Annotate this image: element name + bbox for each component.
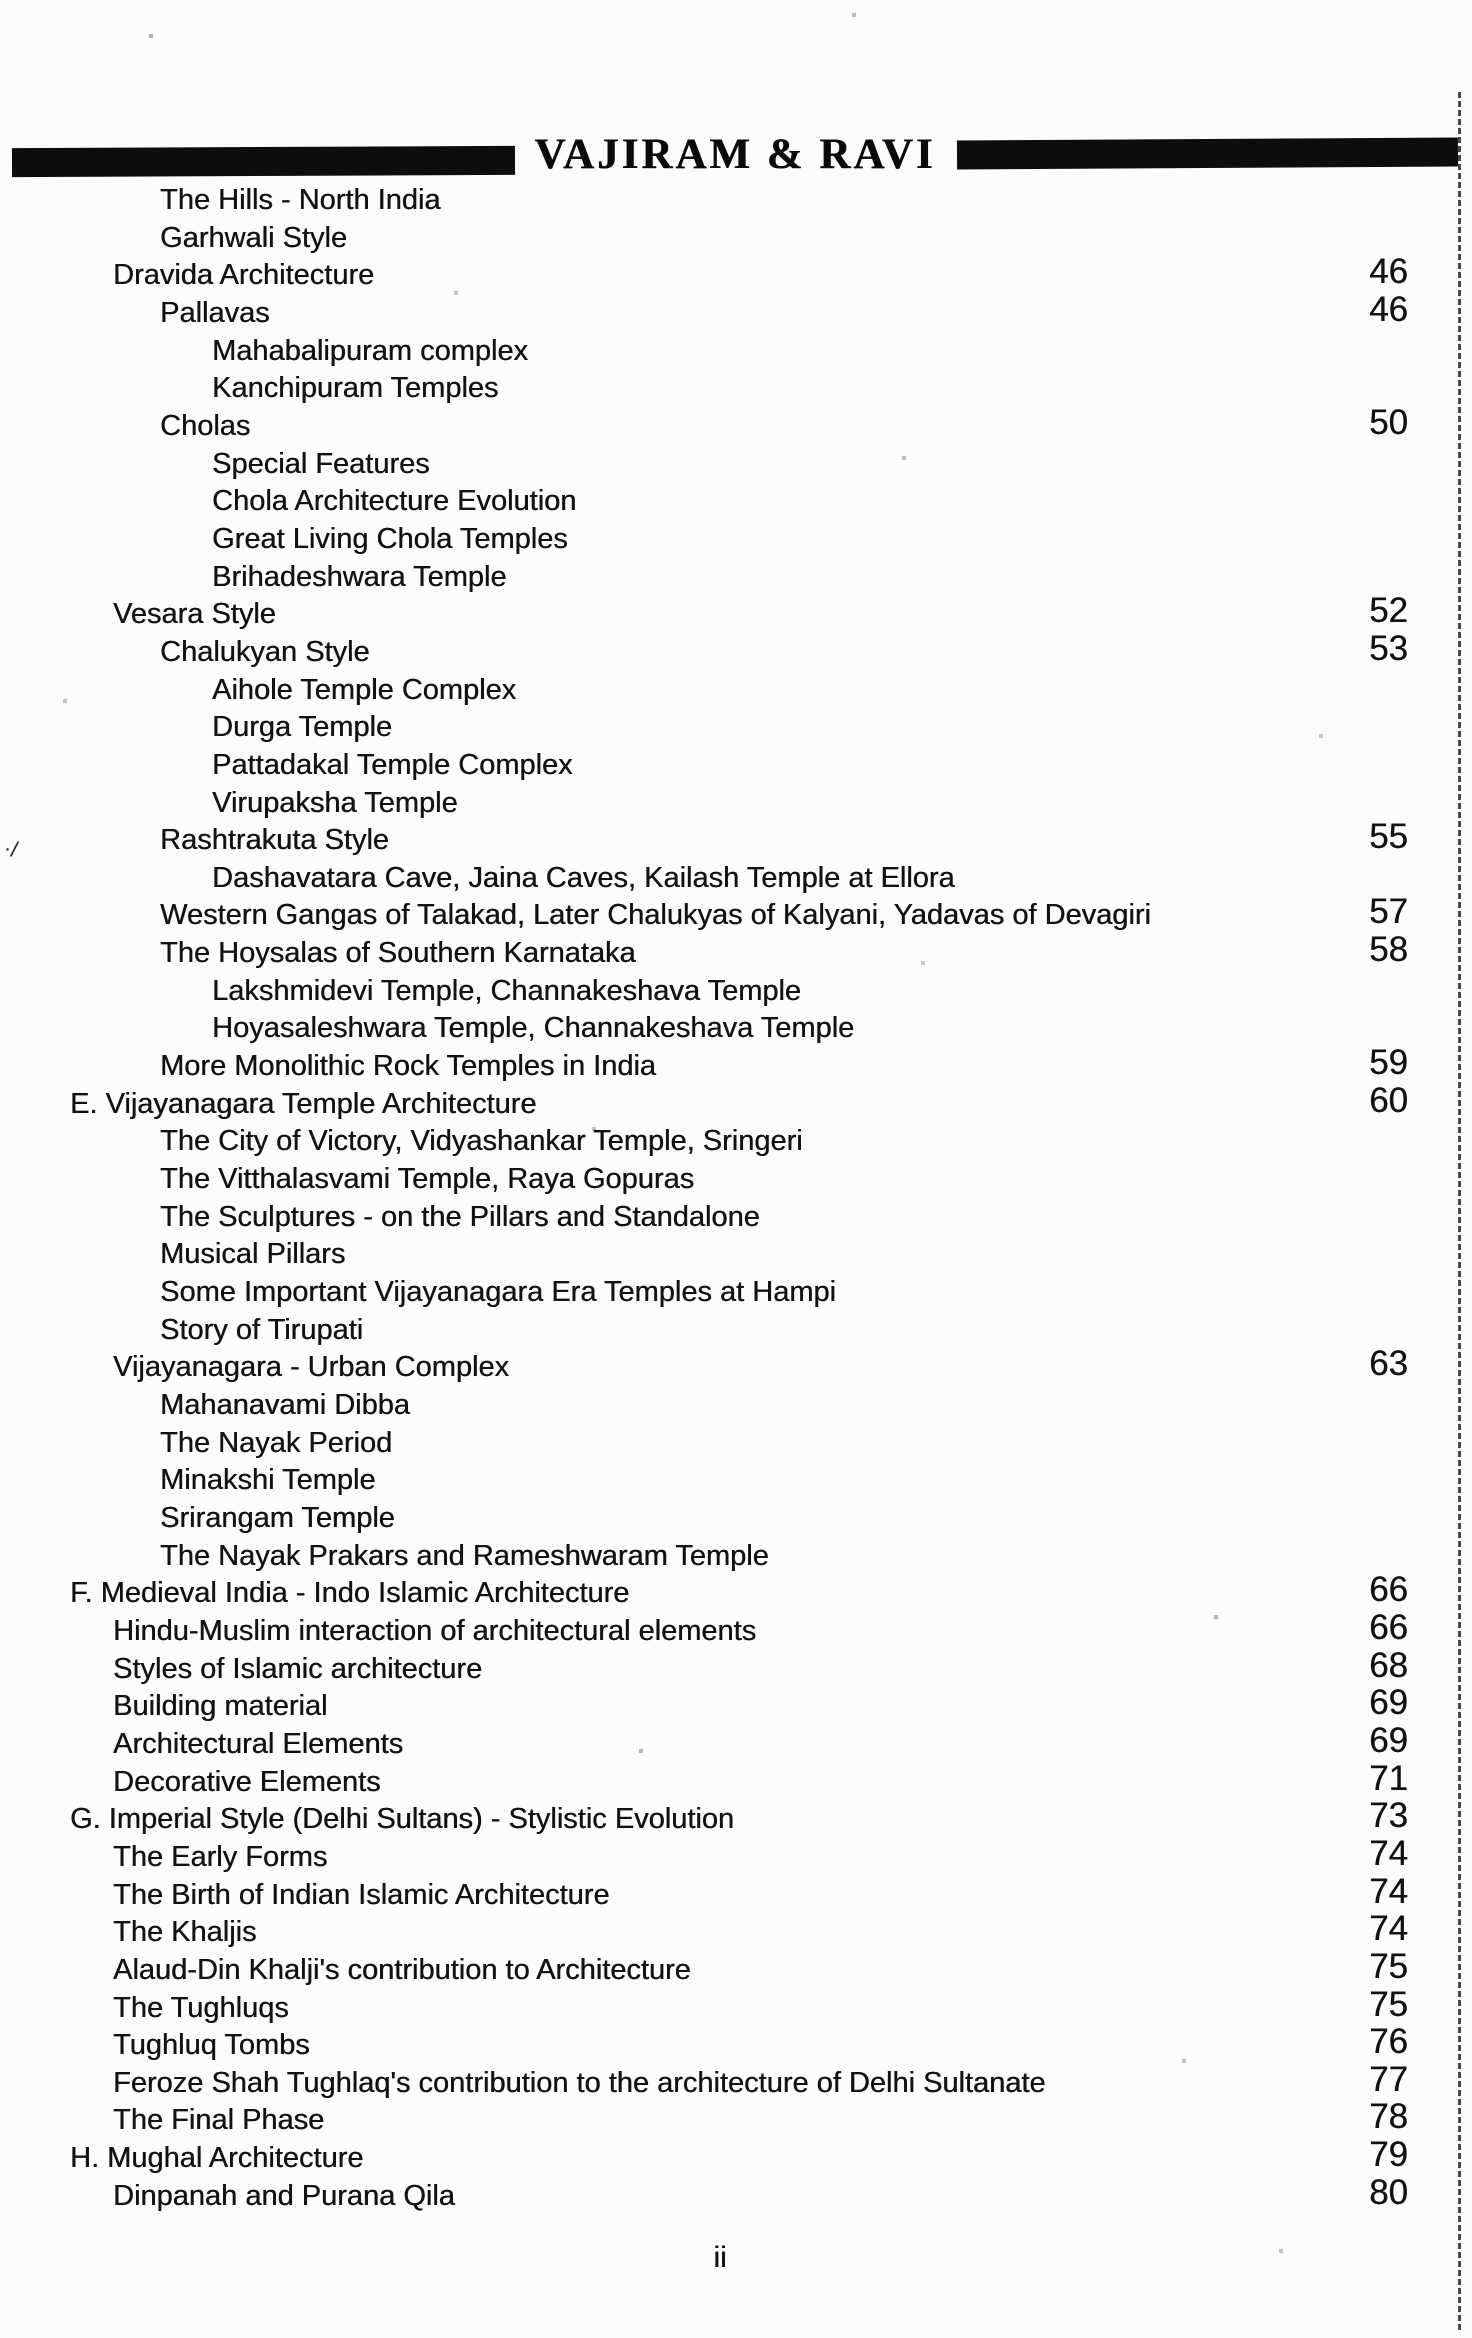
toc-entry-label: H. Mughal Architecture	[70, 2142, 364, 2175]
toc-entry-page: 63	[1369, 1344, 1408, 1384]
toc-entry-page: 55	[1369, 817, 1408, 857]
toc-entry-label: Brihadeshwara Temple	[212, 560, 507, 593]
toc-entry-label: Special Features	[212, 447, 430, 480]
toc-entry-page: 46	[1369, 289, 1408, 329]
toc-entry-label: Minakshi Temple	[160, 1464, 376, 1497]
toc-entry-page: 71	[1369, 1758, 1408, 1798]
toc-entry-label: The Birth of Indian Islamic Architecture	[113, 1878, 610, 1911]
toc-row	[0, 289, 1408, 334]
toc-entry-page: 69	[1369, 1683, 1408, 1723]
toc-row	[0, 748, 1408, 786]
toc-entry-label: Vijayanagara - Urban Complex	[113, 1351, 510, 1384]
toc-entry-page: 79	[1369, 2135, 1408, 2175]
toc-entry-label: Story of Tirupati	[160, 1313, 364, 1346]
toc-row	[0, 2135, 1408, 2179]
toc-row	[0, 484, 1408, 522]
toc-entry-label: Some Important Vijayanagara Era Temples at Hampi	[160, 1276, 836, 1309]
toc-entry-label: Pattadakal Temple Complex	[212, 748, 573, 781]
toc-entry-page: 52	[1369, 591, 1408, 631]
toc-row	[0, 1871, 1408, 1916]
toc-row	[0, 2022, 1408, 2066]
toc-row	[0, 591, 1408, 635]
toc-row	[0, 560, 1408, 598]
toc-row	[0, 1237, 1408, 1275]
toc-entry-page: 50	[1369, 402, 1408, 442]
toc-row	[0, 522, 1408, 560]
toc-entry-page: 77	[1369, 2059, 1408, 2099]
toc-entry-page: 66	[1369, 1607, 1408, 1647]
toc-row	[0, 861, 1408, 899]
toc-row	[0, 1501, 1408, 1539]
toc-row	[0, 1463, 1408, 1501]
toc-entry-label: Chola Architecture Evolution	[212, 485, 577, 518]
toc-row	[0, 1388, 1408, 1426]
toc-entry-page: 76	[1369, 2022, 1408, 2062]
toc-entry-label: Architectural Elements	[113, 1727, 404, 1760]
toc-row	[0, 817, 1408, 861]
page-edge-line	[1458, 92, 1461, 2330]
toc-row	[0, 1946, 1408, 1991]
toc-row	[0, 1011, 1408, 1049]
toc-entry-label: Virupaksha Temple	[212, 786, 458, 819]
toc-row	[0, 1080, 1408, 1125]
toc-entry-label: The Hoysalas of Southern Karnataka	[160, 937, 636, 970]
toc-entry-page: 74	[1369, 1871, 1408, 1911]
toc-entry-label: Hoyasaleshwara Temple, Channakeshava Temple	[212, 1012, 855, 1045]
toc-entry-label: The Early Forms	[113, 1840, 328, 1873]
toc-entry-label: Dravida Architecture	[113, 259, 375, 292]
toc-entry-label: Chalukyan Style	[160, 635, 370, 668]
toc-entry-label: F. Medieval India - Indo Islamic Architecture	[70, 1577, 630, 1610]
toc-entry-label: Great Living Chola Temples	[212, 522, 568, 555]
toc-row	[0, 628, 1408, 673]
toc-entry-label: The Final Phase	[113, 2104, 325, 2137]
toc-entry-label: Western Gangas of Talakad, Later Chalukyas of Kalyani, Yadavas of Devagiri	[160, 899, 1151, 932]
toc-row	[0, 1539, 1408, 1577]
scan-artifact-mark: ·/	[1, 834, 21, 863]
toc-row	[0, 673, 1408, 711]
toc-entry-label: E. Vijayanagara Temple Architecture	[70, 1087, 537, 1120]
toc-entry-label: The Nayak Period	[160, 1426, 393, 1459]
toc-row	[0, 1162, 1408, 1200]
toc-row	[0, 2097, 1408, 2141]
toc-row	[0, 1833, 1408, 1878]
toc-entry-page: 80	[1369, 2172, 1408, 2212]
toc-entry-label: The Sculptures - on the Pillars and Standalone	[160, 1200, 760, 1233]
toc-entry-label: Mahanavami Dibba	[160, 1389, 410, 1421]
toc-row	[0, 1607, 1408, 1652]
toc-entry-label: The Tughluqs	[113, 1991, 289, 2024]
toc-entry-label: Hindu-Muslim interaction of architectural elements	[113, 1614, 757, 1647]
toc-row	[0, 710, 1408, 748]
toc-row	[0, 974, 1408, 1012]
toc-row	[0, 1344, 1408, 1388]
toc-entry-label: The Vitthalasvami Temple, Raya Gopuras	[160, 1163, 695, 1196]
toc-entry-label: Styles of Islamic architecture	[113, 1652, 483, 1685]
toc-entry-label: Lakshmidevi Temple, Channakeshava Temple	[212, 974, 801, 1007]
toc-entry-page: 75	[1369, 1946, 1408, 1986]
toc-entry-page: 78	[1369, 2097, 1408, 2137]
toc-entry-page: 58	[1369, 930, 1408, 970]
toc-entry-label: The Khaljis	[113, 1916, 257, 1949]
toc-row	[0, 1796, 1408, 1840]
toc-entry-label: Aihole Temple Complex	[212, 673, 517, 706]
page-number-label: ii	[713, 2241, 727, 2274]
toc-entry-label: Decorative Elements	[113, 1765, 381, 1798]
toc-entry-label: Mahabalipuram complex	[212, 334, 528, 367]
toc-entry-label: Srirangam Temple	[160, 1501, 395, 1534]
toc-row	[0, 1720, 1408, 1765]
toc-row	[0, 1124, 1408, 1162]
header-bar-right	[957, 137, 1458, 169]
toc-entry-page: 59	[1369, 1043, 1408, 1083]
toc-row	[0, 2059, 1408, 2104]
toc-row	[0, 1758, 1408, 1803]
toc-row	[0, 334, 1408, 372]
header-bar-left	[12, 146, 515, 177]
page-footer	[0, 2242, 1440, 2274]
toc-entry-page: 66	[1369, 1570, 1408, 1610]
toc-row	[0, 1043, 1408, 1087]
toc-entry-label: Cholas	[160, 409, 251, 442]
toc-row	[0, 786, 1408, 824]
toc-entry-page: 75	[1369, 1984, 1408, 2024]
toc-row	[0, 1909, 1408, 1953]
toc-entry-label: Durga Temple	[212, 711, 393, 744]
toc-entry-label: Vesara Style	[113, 598, 276, 631]
toc-row	[0, 1426, 1408, 1464]
toc-entry-page: 68	[1369, 1645, 1408, 1685]
toc-entry-label: Garhwali Style	[160, 221, 347, 254]
toc-entry-label: Pallavas	[160, 296, 270, 329]
toc-entry-label: Alaud-Din Khalji's contribution to Architecture	[113, 1953, 691, 1986]
toc-entry-label: The Hills - North India	[160, 184, 441, 216]
toc-entry-page: 46	[1369, 252, 1408, 292]
toc-row	[0, 371, 1408, 409]
toc-entry-label: Tughluq Tombs	[113, 2029, 310, 2062]
page-title: VAJIRAM & RAVI	[534, 131, 936, 178]
toc-entry-label: Musical Pillars	[160, 1238, 346, 1271]
toc-row	[0, 1984, 1408, 2029]
toc-entry-label: Rashtrakuta Style	[160, 824, 389, 857]
toc-entry-label: Kanchipuram Temples	[212, 372, 499, 405]
toc-row	[0, 2172, 1408, 2217]
toc-entry-page: 74	[1369, 1833, 1408, 1873]
toc-entry-label: Feroze Shah Tughlaq's contribution to the architecture of Delhi Sultanate	[113, 2066, 1046, 2099]
toc-entry-label: The Nayak Prakars and Rameshwaram Temple	[160, 1539, 769, 1572]
toc-row	[0, 1200, 1408, 1238]
toc-entry-page: 73	[1369, 1796, 1408, 1836]
toc-row	[0, 892, 1408, 936]
toc-entry-label: G. Imperial Style (Delhi Sultans) - Stylistic Evolution	[70, 1803, 734, 1836]
toc-row	[0, 1313, 1408, 1351]
toc-row	[0, 1570, 1408, 1614]
toc-entry-label: More Monolithic Rock Temples in India	[160, 1050, 656, 1083]
toc-row	[0, 402, 1408, 447]
toc-entry-label: Dinpanah and Purana Qila	[113, 2179, 455, 2212]
toc-row	[0, 1683, 1408, 1727]
toc-entry-label: Building material	[113, 1690, 328, 1723]
toc-entry-label: The City of Victory, Vidyashankar Temple, Sringeri	[160, 1125, 803, 1158]
toc-row	[0, 221, 1408, 259]
toc-list	[0, 183, 1408, 2216]
scan-speckles	[0, 0, 2, 2]
toc-entry-page: 57	[1369, 892, 1408, 932]
toc-row	[0, 252, 1408, 296]
toc-entry-label: Dashavatara Cave, Jaina Caves, Kailash Temple at Ellora	[212, 861, 955, 894]
toc-row	[0, 1275, 1408, 1313]
toc-row	[0, 183, 1408, 221]
toc-entry-page: 60	[1369, 1080, 1408, 1120]
toc-entry-page: 53	[1369, 628, 1408, 668]
toc-row	[0, 1645, 1408, 1690]
toc-entry-page: 74	[1369, 1909, 1408, 1949]
toc-row	[0, 930, 1408, 974]
toc-entry-page: 69	[1369, 1720, 1408, 1760]
toc-row	[0, 447, 1408, 485]
